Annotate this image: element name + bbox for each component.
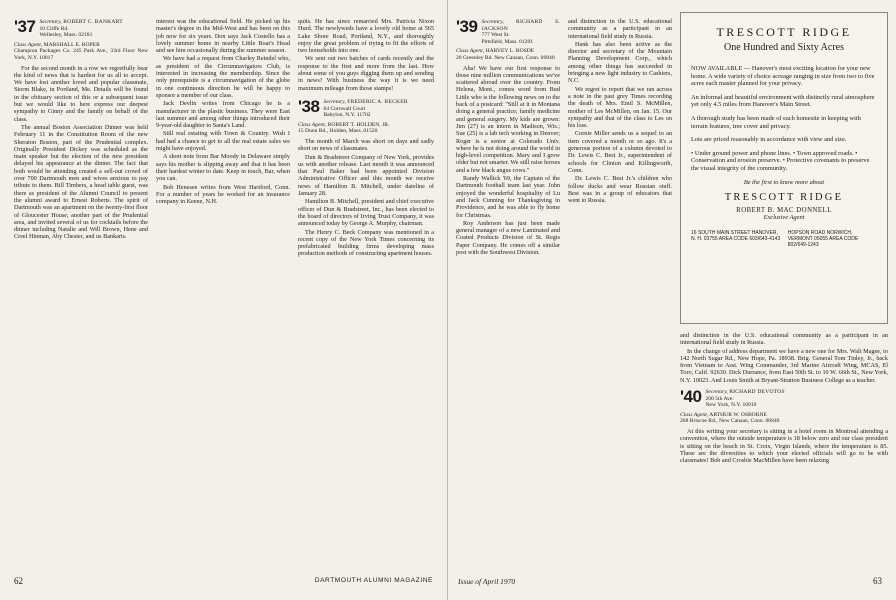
secretary-name: RICHARD S. JACKSON [481, 19, 560, 32]
agent-name: MARSHALL E. ROPER [43, 41, 100, 48]
right-page [448, 0, 896, 600]
secretary-block [705, 388, 784, 409]
agent-label: Class Agent, [680, 411, 709, 418]
ad-agent-name: ROBERT B. MAC DONNELL [736, 206, 832, 214]
secretary-address-2: Pittsfield, Mass. 01201 [481, 38, 534, 45]
page-number-right: 63 [873, 576, 882, 586]
agent-label: Class Agent, [298, 121, 327, 128]
agent-label: Class Agent, [14, 41, 43, 48]
class-agent [680, 412, 888, 425]
column-paragraph: and distinction in the U.S. educational community as a participant in an international field study in Russia. [680, 332, 888, 347]
agent-name: ROBERT T. HOLDEN, JR. [327, 121, 390, 128]
agent-name: HARVEY L. ROSDE [485, 48, 535, 55]
ad-paragraph: An informal and beautiful environment with distinctly rural atmosphere yet only 4.5 miles from Hanover's Main Street. [691, 93, 875, 109]
ad-subtitle: One Hundred and Sixty Acres [724, 42, 844, 53]
secretary-address-2: Wellesley, Mass. 02181 [39, 32, 93, 39]
trescott-ridge-ad [680, 12, 888, 324]
column-paragraph: Hamilton B. Mitchell, president and chief executive officer of Dun & Bradstreet, Inc., has been elected to the board of directors of Irving Trust Company, it was announced today by George A. Murphy, chairman. [298, 198, 434, 228]
ad-paragraph: Lots are priced reasonably in accordance with view and size. [691, 136, 847, 144]
column-paragraph: We regret to report that we ran across a note in the past grey Times recording the death of Mrs. Emil S. McMillen, mother of Les McMillen, on Jan. 15. Our sympathy and that of the class to Les on his loss. [568, 85, 672, 130]
column-paragraph: Dr. Lewis C. Best Jr.'s children who follow ducks and wear Russian stuff. Best was in a group of educators that went to Russia. [568, 175, 672, 205]
secretary-role: Secretary, [481, 19, 504, 25]
column-paragraph: The Henry C. Beck Company was mentioned in a recent copy of the New York Times concerning its prefabricated building firms developing mass production methods of constructing apartment houses. [298, 228, 434, 258]
secretary-block [323, 98, 407, 119]
page-number-left: 62 [14, 576, 23, 586]
secretary-address-1: 64 Cornwall Court [323, 105, 366, 112]
ad-contact-hanover: 16 SOUTH MAIN STREET HANOVER, N. H. 03755 AREA CODE 603/643-4143 [691, 229, 781, 242]
ad-body [691, 65, 877, 248]
class-year: '40 [680, 387, 702, 407]
agent-address: 20 Greenley Rd. New Canaan, Conn. 06840 [456, 54, 555, 61]
column-paragraph: For the second month in a row we regretfully bear the kind of news that is hardest for us all to accept. We have lost another loved and popular classmate, Storm Blake, in Portland, Me. Details will be found in the obituary section of this or a subsequent issue but we would like to here express our deepest sympathy to Ginny and the family on behalf of the class. [14, 64, 148, 123]
class-agent [456, 48, 560, 61]
column-paragraph: and distinction in the U.S. educational community as a participant in an international field study in Russia. [568, 18, 672, 40]
column-paragraph: Hank has also been active as the director and secretary of the Mountain Planning Development Corp., which among other things has succeeded in bringing a new light industry to Cashiers, N.C. [568, 40, 672, 85]
right-column-2 [568, 18, 672, 560]
agent-address: Champion Packages Co. 245 Park Ave., 33rd Floor New York, N.Y. 10017 [14, 48, 148, 61]
ad-title: TRESCOTT RIDGE [716, 25, 852, 39]
class-heading-39 [456, 18, 560, 45]
column-paragraph: The month of March was short on days and sadly short on news of classmates. [298, 137, 434, 153]
ad-agent-role: Exclusive Agent [763, 214, 805, 222]
right-column-3 [680, 332, 888, 560]
column-paragraph: We sent out two batches of cards recently and the response to the first and more from the last. How about some of you guys digging them up and sending in news? With business the way it is we need maximum mileage from those stamps! [298, 55, 434, 92]
column-paragraph: In the change of address department we have a new one for Mrs. Walt Magee, to 142 North Sugar Rd., New Hope, Pa. 18938. Brig. General Tom Tinley, Jr., back from Vietnam to Asst. Wing Commander, 3rd Marine Aircraft Wing, MCAS, El Toro, Calif. 92630. Dick Durrance, from East 50th St. to 10 W. 66th St., New York, N.Y. 10023. And Louis Smith at Bryant-Stratton Business College as a teacher. [680, 347, 888, 384]
class-heading-38 [298, 98, 434, 119]
left-column-2 [156, 18, 290, 560]
secretary-address-1: 777 West St. [481, 32, 510, 39]
class-year: '37 [14, 18, 36, 36]
secretary-role: Secretary, [323, 98, 346, 105]
column-paragraph: Aha! We have our first response to those nine million communications we've scattered abroad over the country. From Helena, Mont., comes word from Bud Little who is the following news on to the back of a postcard: "Still at it in Montana doing a general practice; family medicine and general surgery. My kids are grown: Jim (27) is an intern in Madison, Wis.; Sue (25) is a lab tech working in Denver; Roger is a senior at Colorado Univ. where he is not doing around the world in high-level competition. Mary and I grow older but not smarter. We still raise horses and a few black angus cows." [456, 64, 560, 174]
secretary-name: FREDERIC A. BECKER [347, 98, 408, 105]
class-year: '39 [456, 18, 478, 36]
class-agent [298, 122, 434, 135]
column-paragraph: quits. He has since remarried Mrs. Patricia Nixon Hurd. The newlyweds have a lovely old home at 565 Lake Shore Road, Portland, N.Y., and thoroughly enjoy the great problem of trying to fit the efforts of two households into one. [298, 18, 434, 55]
class-year: '38 [298, 96, 320, 116]
column-paragraph: interest was the educational field. He picked up his master's degree in the Mid-West and has been on this job now for six years. Don says Jack Costello has a lovely summer home in nearby Little Boar's Head and see him occasionally during the summer season. [156, 18, 290, 55]
secretary-name: RICHARD DEVOTOS [729, 389, 785, 396]
issue-line: Issue of April 1970 [458, 577, 516, 586]
class-agent [14, 42, 148, 62]
running-head: DARTMOUTH ALUMNI MAGAZINE [314, 577, 433, 584]
column-paragraph: The annual Boston Association Dinner was held February 11 in the Constitution Room of the new Sheraton Boston, part of the Prudential complex. Originally President Dickey was scheduled as the main speaker but the election of the new president delayed his appearance at the dinner. The fact that both would be attending created a sell-out crowd of over 700 Dartmouth men and wives anxious to pay tribute to them. Bill Timbers, a head table guest, was there as president of the Alumni Council to present the alumni award to Ernest Roberts. The spirit of Dartmouth was an apartment on the twenty-first floor of Gloucester House, another part of the Prudential area, and invited several of us for cocktails before the dinner including Natalie and Will Brown, Hene and Creel Hinman, Aby Chester, and us Bankarts. [14, 123, 148, 241]
secretary-address-1: 200 5th Ave. [705, 395, 734, 402]
class-heading-37 [14, 18, 148, 39]
ad-paragraph: • Under ground power and phone lines. • Town approved roads. • Conservation and erosion preserve. • Protective covenants to preserve the visual integrity of the community. [691, 149, 870, 172]
secretary-name: ROBERT C. BANKART [63, 19, 123, 25]
ad-free-line: Be the first to know more about [743, 178, 825, 186]
column-paragraph: Dun & Bradstreet Company of New York, provides us with another release. Last month it was announced that Paul Baker had been appointed Division Administrative Officer and this month we receive news of Hamilton B. Mitchell, under dateline of January 28. [298, 153, 434, 198]
agent-label: Class Agent, [456, 48, 485, 55]
left-column-1 [14, 18, 148, 560]
agent-address: 268 Briscoe Rd., New Canaan, Conn. 06840 [680, 418, 780, 425]
column-paragraph: We have had a request from Charley Reindel who, as president of the Circumnavigators Club, is interested in increasing the membership. Since the only prerequisite is a circumnavigation of the globe in one continuous direction he will be happy to sponsor a member of our class. [156, 55, 290, 99]
column-paragraph: A short note from Bar Moody in Delaware simply says his mother is slipping away and that it has been their hardest winter to date. Keep in touch, Bar, when you can. [156, 153, 290, 183]
ad-paragraph: NOW AVAILABLE — Hanover's most exciting location for your new home. A wide variety of choice acreage ranging in size from two to five acres each master planned for your privacy. [691, 65, 875, 88]
column-paragraph: Still real estating with Town & Country. Wish I had had a chance to get to all the real estate sales we might have enjoyed. [156, 130, 290, 153]
secretary-role: Secretary, [39, 19, 62, 25]
ad-logo: TRESCOTT RIDGE [724, 192, 844, 204]
secretary-address-2: New York, N.Y. 10010 [705, 402, 757, 409]
secretary-role: Secretary, [705, 389, 728, 396]
right-column-1 [456, 18, 560, 560]
ad-contacts [691, 230, 877, 248]
ad-paragraph: A thorough study has been made of each homesite in keeping with terrain features, tree cover and privacy. [691, 114, 861, 130]
column-paragraph: Randy Wallick '69, the Captain of the Dartmouth football team last year. John enjoyed the wonderful hospitality of Lu and Jack Cunning for Thanksgiving in Providence, and he was able to fly home for Christmas. [456, 175, 560, 219]
class-heading-40 [680, 388, 888, 409]
secretary-block [481, 18, 560, 45]
secretary-block [39, 18, 122, 39]
ad-contact-norwich: HOPSON ROAD NORWICH, VERMONT 05055 AREA CODE 802/649-1243 [787, 229, 859, 248]
column-paragraph: Jack Devlin writes from Chicago he is a manufacturer in the plastic business. They were East last summer and among other things introduced their 9-year-old daughter to Santa's Land. [156, 100, 290, 130]
left-column-3 [298, 18, 434, 560]
column-paragraph: Bob Henesee writes from West Hartford, Conn. For a number of years he worked for an insurance company in Keene, N.H. [156, 183, 290, 206]
column-paragraph: At this writing your secretary is sitting in a hotel room in Montreal attending a convention, where the outside temperature is 18 below zero and our class president is sitting on the beach in St. Croix, Virgin Islands, where the temperature is 85. These are the diversities to which your elected officials will go to be with classmates! Bob and Crosbie MacMillen have been relaxing [680, 428, 888, 465]
column-paragraph: Roy Anderson has just been made general manager of a new Laminated and Coated Products Division of St. Regis Paper Company. He comes off a similar post with the Southwest Division. [456, 219, 560, 256]
agent-address: 15 Dunn Rd., Holden, Mass. 01520 [298, 128, 378, 135]
secretary-address-2: Babylon, N.Y. 11702 [323, 112, 371, 119]
agent-name: ARTHUR W. OSBORNE [709, 411, 767, 418]
column-paragraph: Cornie Miller sends us a sequel to an item covered a month or so ago. It's a generous portion of a column devoted to Dr. Lewis C. Best Jr., superintendent of schools for Clinton and Killingworth, Conn. [568, 130, 672, 174]
secretary-address-1: 10 Cliffe Rd. [39, 25, 69, 32]
